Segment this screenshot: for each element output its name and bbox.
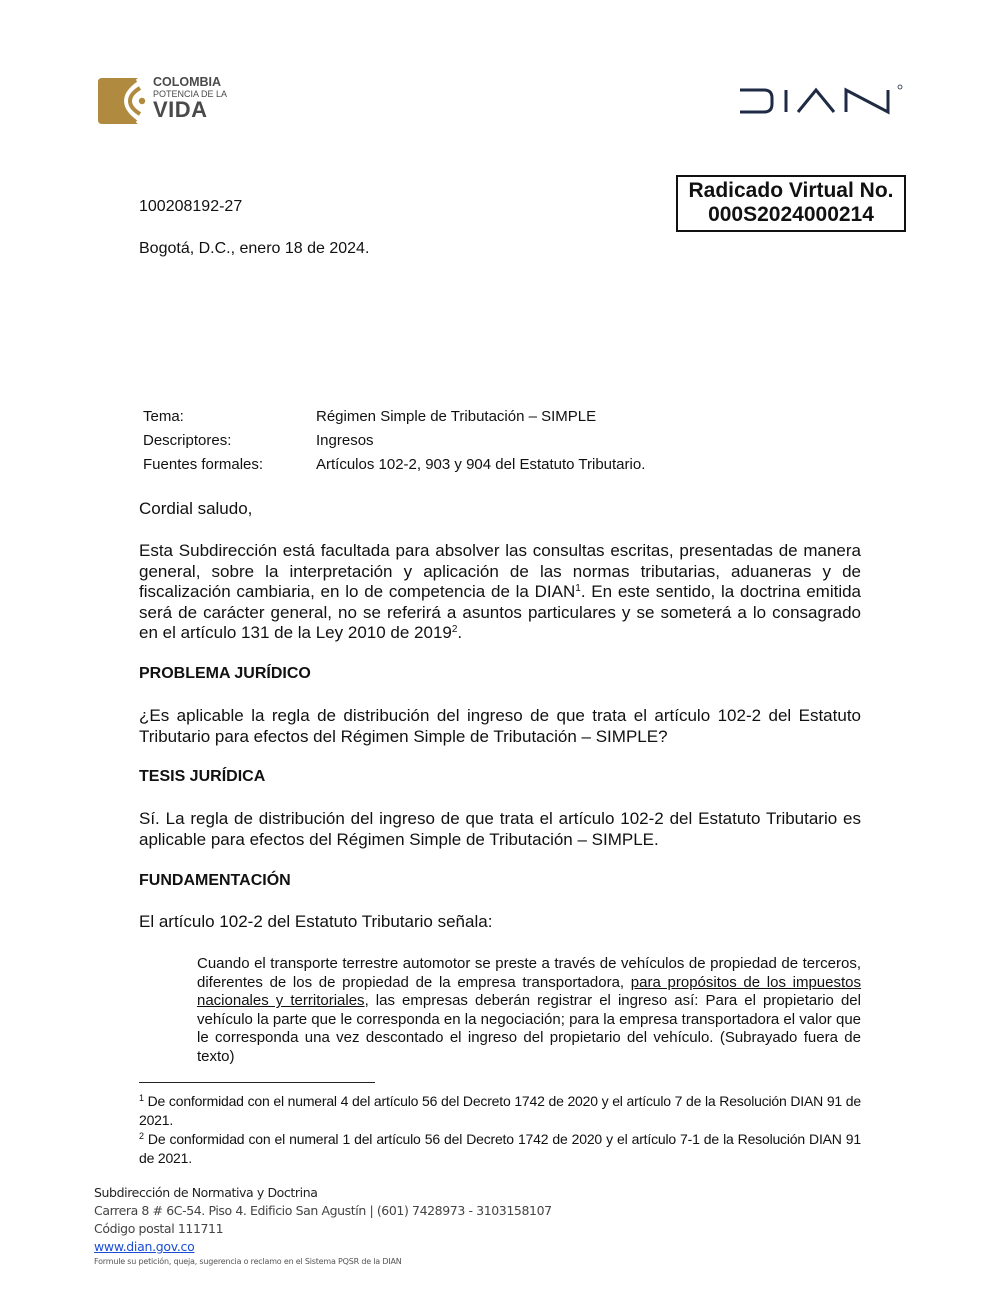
radicado-number: 000S2024000214 (708, 203, 874, 226)
quote-text-1: Cuando el transporte terrestre automotor se preste a través de vehículos de propiedad de terceros, diferentes de los de propiedad de la empresa transportadora, (197, 955, 861, 991)
radicado-box (676, 175, 906, 232)
logo-line-vida: VIDA (153, 97, 208, 122)
intro-text-1: Esta Subdirección está facultada para absolver las consultas escritas, presentadas de manera general, sobre la interpretación y aplicación de las normas tributarias, aduaneras y de fiscalización cambiaria, en lo de competencia de la DIAN (139, 541, 861, 601)
footnote-ref-1[interactable]: 1 (575, 583, 581, 594)
intro-paragraph (139, 541, 861, 644)
footnote-text: De conformidad con el numeral 4 del artículo 56 del Decreto 1742 de 2020 y el artículo 7 de la Resolución DIAN 91 de 2021. (139, 1093, 861, 1128)
dian-logo (738, 84, 904, 118)
meta-row-descriptores (143, 432, 645, 456)
heading-problema-juridico: PROBLEMA JURÍDICO (139, 665, 311, 682)
meta-label: Descriptores: (143, 432, 232, 449)
footer-postal-code: Código postal 111711 (94, 1221, 224, 1236)
intro-text-3: . (457, 623, 463, 642)
logo-line-potencia: POTENCIA DE LA (153, 89, 228, 99)
footnote-1 (139, 1092, 861, 1130)
logo-line-colombia: COLOMBIA (153, 75, 222, 89)
quote-underlined-text: para propósitos de los impuestos nacionales y territoriales (197, 973, 862, 1010)
meta-value: Artículos 102-2, 903 y 904 del Estatuto Tributario. (316, 456, 646, 473)
meta-label: Tema: (143, 408, 184, 425)
footnote-2 (139, 1130, 861, 1168)
footer-pqsr-note: Formule su petición, queja, sugerencia o reclamo en el Sistema PQSR de la DIAN (94, 1257, 402, 1266)
footer-website-link[interactable]: www.dian.gov.co (94, 1239, 195, 1254)
footnote-mark: 2 (139, 1131, 144, 1141)
meta-table (143, 408, 645, 480)
colombia-vida-mark-icon (98, 78, 146, 124)
footer-office: Subdirección de Normativa y Doctrina (94, 1185, 318, 1200)
problema-text: ¿Es aplicable la regla de distribución del ingreso de que trata el artículo 102-2 del Estatuto Tributario para efectos del Régimen Simple de Tributación – SIMPLE? (139, 706, 861, 746)
reference-number: 100208192-27 (139, 198, 243, 215)
fundamentacion-intro: El artículo 102-2 del Estatuto Tributario señala: (139, 912, 493, 931)
meta-row-tema (143, 408, 645, 432)
tesis-text: Sí. La regla de distribución del ingreso de que trata el artículo 102-2 del Estatuto Tributario es aplicable para efectos del Régimen Simple de Tributación – SIMPLE. (139, 809, 861, 849)
meta-row-fuentes (143, 456, 645, 480)
footnote-separator (139, 1082, 375, 1083)
quote-text-2: , las empresas deberán registrar el ingreso así: Para el propietario del vehículo la parte que le corresponda en la negociación; para la empresa transportadora el valor que le corresponda una vez descontado el ingreso del propietario del vehículo. (Subrayado fuera de texto) (197, 992, 861, 1065)
meta-value: Ingresos (316, 432, 374, 449)
heading-fundamentacion: FUNDAMENTACIÓN (139, 872, 291, 889)
heading-tesis-juridica: TESIS JURÍDICA (139, 768, 266, 785)
footnote-text: De conformidad con el numeral 1 del artículo 56 del Decreto 1742 de 2020 y el artículo 7-1 de la Resolución DIAN 91 de 2021. (139, 1131, 861, 1166)
footnote-mark: 1 (139, 1093, 144, 1103)
footer-address: Carrera 8 # 6C-54. Piso 4. Edificio San Agustín | (601) 7428973 - 3103158107 (94, 1203, 552, 1218)
date-line: Bogotá, D.C., enero 18 de 2024. (139, 240, 370, 257)
footnote-ref-2[interactable]: 2 (451, 624, 458, 635)
radicado-label: Radicado Virtual No. (688, 179, 894, 202)
intro-text-2: . En este sentido, la doctrina emitida será de carácter general, no se referirá a asuntos particulares y se someterá a lo consagrado en el artículo 131 de la Ley 2010 de 2019 (139, 582, 862, 642)
page-footer (94, 1184, 552, 1268)
greeting: Cordial saludo, (139, 499, 253, 518)
quoted-article (197, 955, 861, 1067)
colombia-potencia-vida-logo (98, 76, 238, 126)
meta-label: Fuentes formales: (143, 456, 264, 473)
meta-value: Régimen Simple de Tributación – SIMPLE (316, 408, 597, 425)
